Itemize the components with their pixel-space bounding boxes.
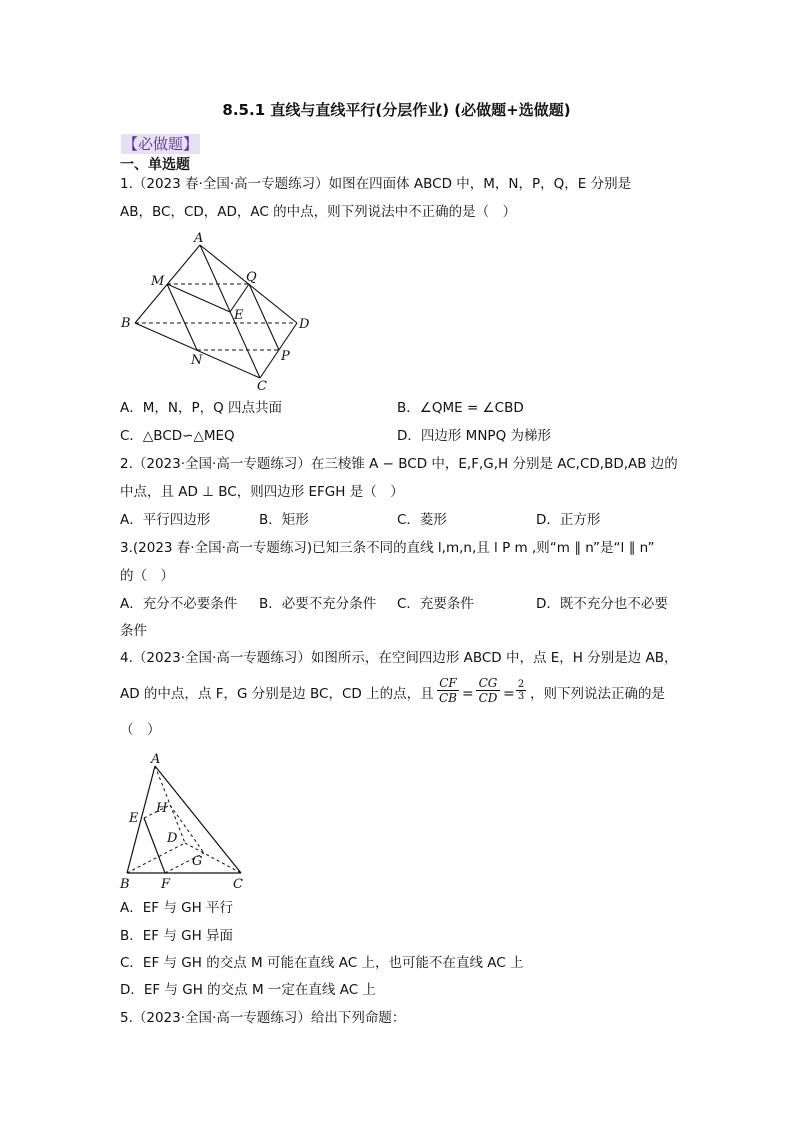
q4-fraction-two-thirds [516,679,526,702]
q4-option-c: C．EF 与 GH 的交点 M 可能在直线 AC 上，也可能不在直线 AC 上 [120,955,524,971]
q4-label-g: G [192,854,203,869]
q4-frac3-den: 3 [517,691,525,702]
q1-label-c: C [257,379,267,393]
q4-label-h: H [156,801,168,816]
q2-line2: 中点，且 AD ⊥ BC，则四边形 EFGH 是（ ） [120,484,404,500]
q4-line3: （ ） [120,722,161,738]
q4-fraction-cg-cd [476,676,500,705]
q1-option-d: D．四边形 MNPQ 为梯形 [397,428,551,444]
q3-line1: 3.(2023 春·全国·高一专题练习)已知三条不同的直线 l,m,n,且 l P m ,则“m ∥ n”是“l ∥ n” [120,540,655,556]
q4-label-e: E [129,811,139,826]
q5-line1: 5.（2023·全国·高一专题练习）给出下列命题： [120,1010,406,1026]
q2-option-d: D．正方形 [536,512,601,528]
q4-option-d: D．EF 与 GH 的交点 M 一定在直线 AC 上 [120,982,376,998]
q4-label-c: C [233,877,243,892]
q2-line1: 2.（2023·全国·高一专题练习）在三棱锥 A − BCD 中，E,F,G,H 分别是 AC,CD,BD,AB 边的 [120,456,678,472]
q3-option-b: B．必要不充分条件 [259,596,377,612]
q4-label-d: D [167,831,178,846]
q1-option-c: C．△BCD∽△MEQ [120,428,235,444]
q3-option-a: A．充分不必要条件 [120,596,238,612]
q4-tetrahedron-figure [115,748,255,893]
q4-option-a: A．EF 与 GH 平行 [120,900,234,916]
q2-option-c: C．菱形 [397,512,447,528]
q1-option-a: A．M，N，P，Q 四点共面 [120,400,283,416]
q3-option-c: C．充要条件 [397,596,474,612]
q1-label-e: E [234,308,244,323]
q4-label-a: A [151,752,161,767]
q4-line2b: ，则下列说法正确的是 [530,686,665,702]
q1-line2: AB，BC，CD，AD，AC 的中点，则下列说法中不正确的是（ ） [120,204,517,220]
q3-line2: 的（ ） [120,568,174,584]
q4-frac2-den: CD [476,690,500,705]
q4-frac2-num: CG [478,676,498,690]
q1-option-b: B．∠QME = ∠CBD [397,400,524,416]
q4-label-b: B [120,877,130,892]
q1-label-n: N [191,353,203,368]
q4-option-b: B．EF 与 GH 异面 [120,928,234,944]
q1-label-b: B [121,316,131,331]
q4-equals-1: = [462,686,474,702]
page-title: 8.5.1 直线与直线平行(分层作业) (必做题+选做题) [222,101,571,119]
q1-label-a: A [194,231,204,246]
q1-tetrahedron-figure [115,228,315,393]
q1-label-d: D [299,317,310,332]
q1-line1: 1.（2023 春·全国·高一专题练习）如图在四面体 ABCD 中，M，N，P，Q，E 分别是 [120,176,632,192]
q4-line1: 4.（2023·全国·高一专题练习）如图所示，在空间四边形 ABCD 中，点 E，H 分别是边 AB， [120,650,678,666]
q4-frac1-den: CB [439,691,457,705]
q4-fraction-cf-cb [437,676,459,705]
subsection-label: 一、单选题 [120,157,190,173]
q3-option-d-cont: 条件 [120,623,147,639]
q2-option-b: B．矩形 [259,512,309,528]
q4-frac1-num: CF [439,676,457,690]
q1-label-q: Q [246,270,257,285]
section-label: 【必做题】 [123,135,199,153]
q3-option-d: D．既不充分也不必要 [536,596,668,612]
q1-label-m: M [151,274,165,289]
q4-equals-2: = [503,686,515,702]
q4-line2a: AD 的中点，点 F，G 分别是边 BC，CD 上的点，且 [120,686,434,702]
q1-label-p: P [281,349,290,364]
q4-label-f: F [161,877,171,892]
q4-frac3-num: 2 [517,679,525,690]
q2-option-a: A．平行四边形 [120,512,211,528]
